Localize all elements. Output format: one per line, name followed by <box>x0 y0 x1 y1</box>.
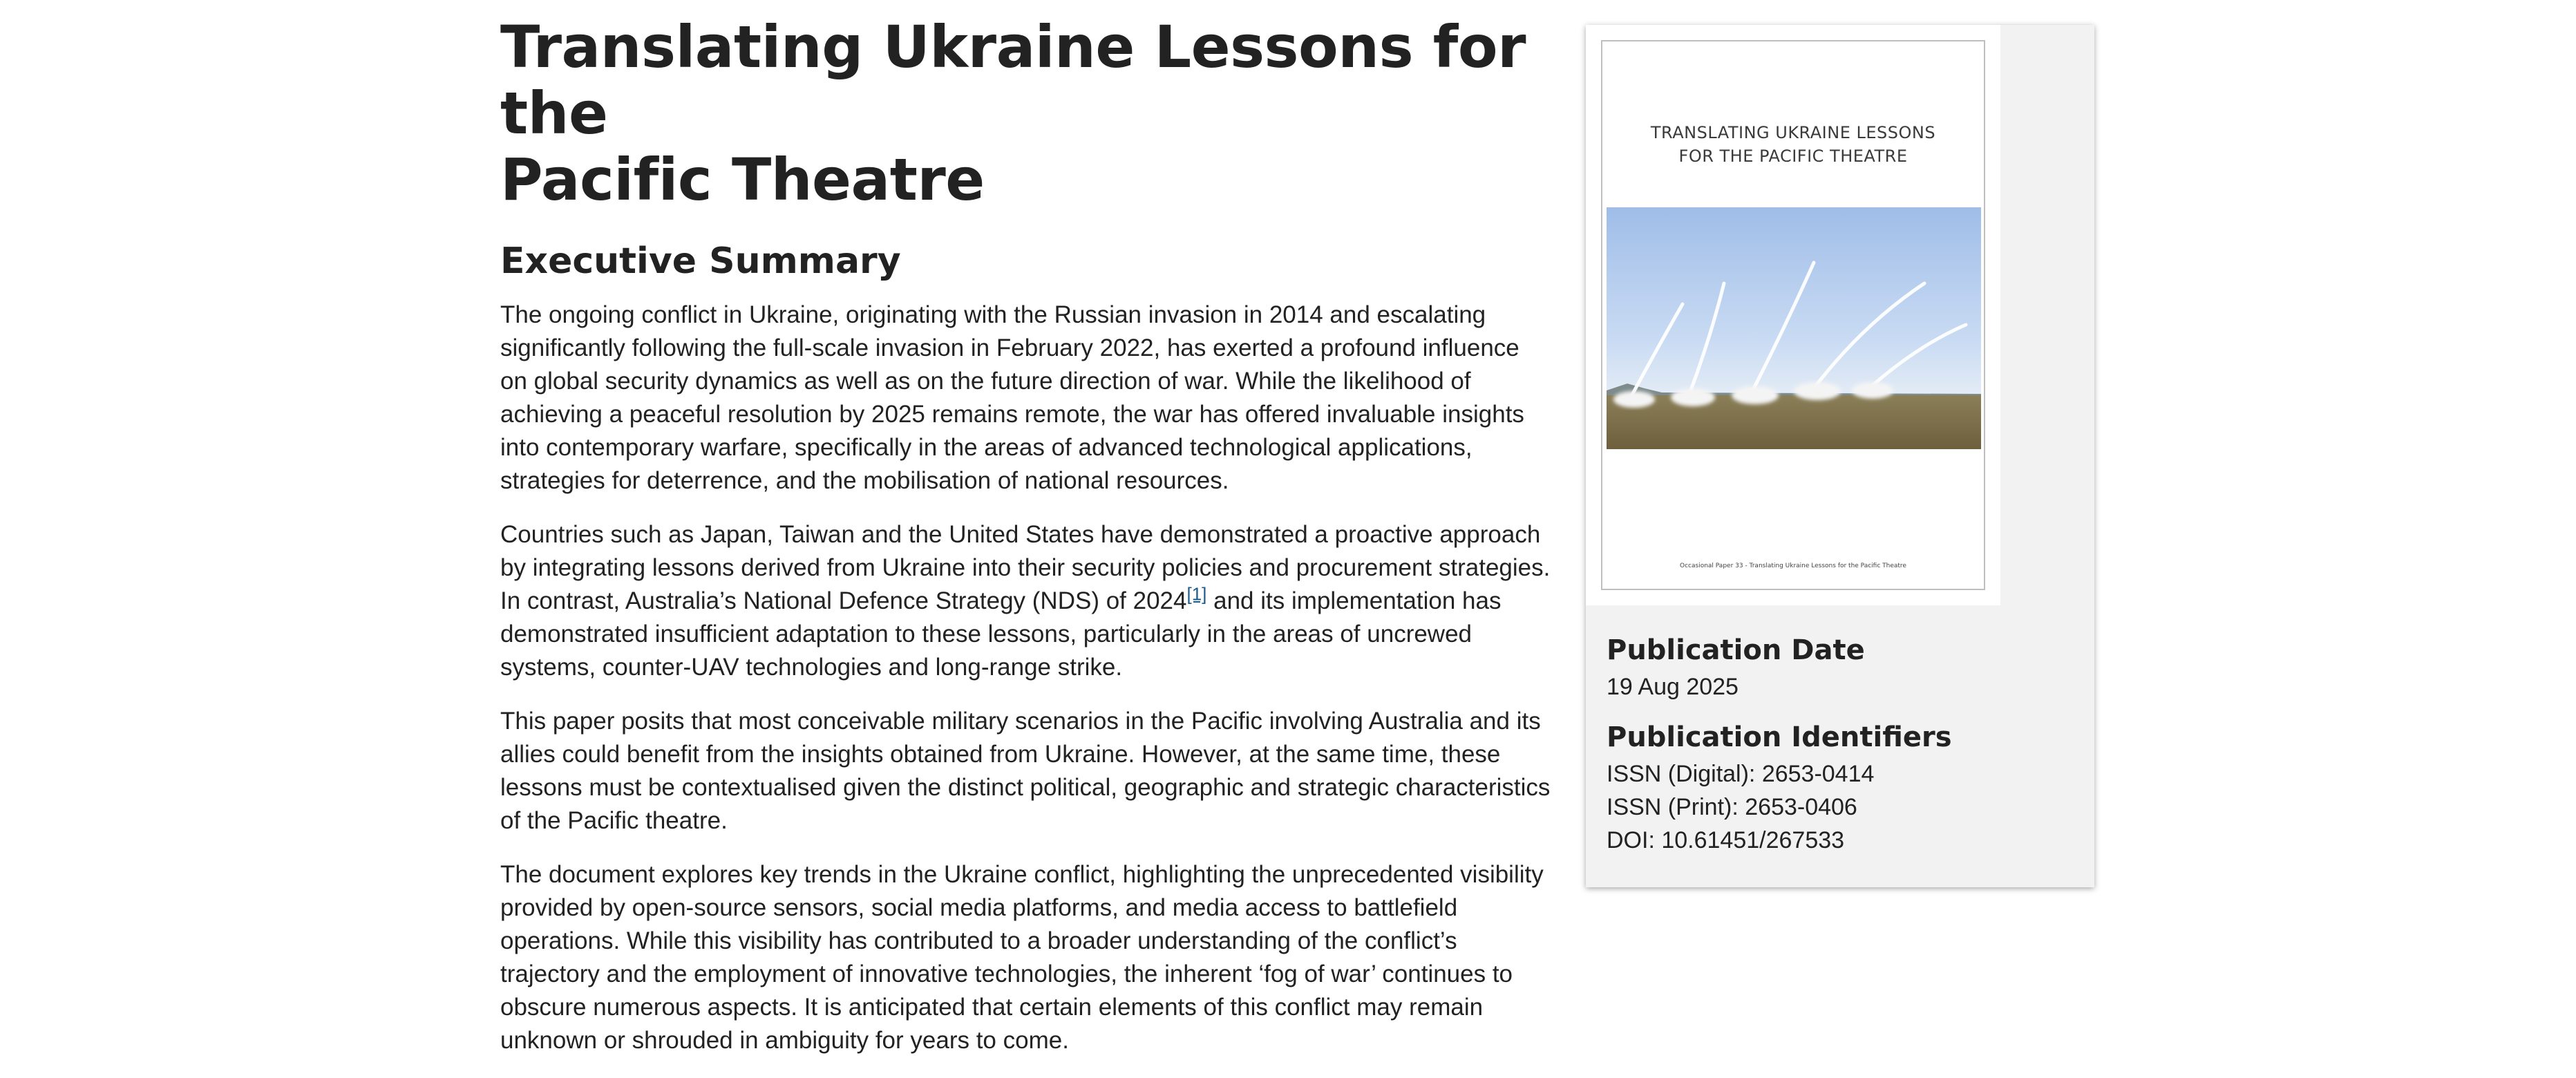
summary-paragraph-2 <box>500 518 1551 684</box>
page-title <box>500 14 1551 213</box>
cover-card[interactable] <box>1586 25 2000 605</box>
doi-value: DOI: 10.61451/267533 <box>1607 827 1845 853</box>
cover-footer-text: Occasional Paper 33 - Translating Ukraine Lessons for the Pacific Theatre <box>1680 562 1906 569</box>
cover-title-line-1: TRANSLATING UKRAINE LESSONS <box>1650 123 1936 142</box>
footnote-1-link[interactable]: [1] <box>1186 583 1207 605</box>
publication-identifiers-label: Publication Identifiers <box>1607 721 1952 753</box>
publication-date-label: Publication Date <box>1607 634 1865 666</box>
article-main <box>500 14 1551 1078</box>
cover-photo-missile-launch <box>1607 207 1981 449</box>
executive-summary-heading: Executive Summary <box>500 240 901 282</box>
page-title-line-1: Translating Ukraine Lessons for the <box>500 13 1526 147</box>
summary-paragraph-2-text-a: Countries such as Japan, Taiwan and the United States have demonstrated a proactive approach by integrating lessons derived from Ukraine into their security policies and procurement strategies. In contrast, Australia’s National Defence Strategy (NDS) of 2024 <box>500 521 1551 614</box>
cover-title <box>1602 121 1984 168</box>
cover-title-line-2: FOR THE PACIFIC THEATRE <box>1678 146 1908 166</box>
summary-paragraph-3: This paper posits that most conceivable military scenarios in the Pacific involving Australia and its allies could benefit from the insights obtained from Ukraine. However, at the same time, these lessons must be contextualised given the distinct political, geographic and strategic characteristics of the Pacific theatre. <box>500 708 1551 834</box>
summary-paragraph-4: The document explores key trends in the Ukraine conflict, highlighting the unprecedented visibility provided by open-source sensors, social media platforms, and media access to battlefield operations. While this visibility has contributed to a broader understanding of the conflict’s trajectory and the employment of innovative technologies, the inherent ‘fog of war’ continues to obscure numerous aspects. It is anticipated that certain elements of this conflict may remain unknown or shrouded in ambiguity for years to come. <box>500 861 1544 1054</box>
issn-print: ISSN (Print): 2653-0406 <box>1607 794 1857 820</box>
summary-paragraph-2-text-b: and its implementation has demonstrated insufficient adaptation to these lessons, particularly in the areas of uncrewed systems, counter-UAV technologies and long-range strike. <box>500 587 1502 681</box>
publication-sidebar <box>1586 25 2094 887</box>
publication-cover-image[interactable] <box>1601 40 1985 590</box>
summary-paragraph-1: The ongoing conflict in Ukraine, originating with the Russian invasion in 2014 and escalating significantly following the full-scale invasion in February 2022, has exerted a profound influence on global security dynamics as well as on the future direction of war. While the likelihood of achieving a peaceful resolution by 2025 remains remote, the war has offered invaluable insights into contemporary warfare, specifically in the areas of advanced technological applications, strategies for deterrence, and the mobilisation of national resources. <box>500 301 1524 494</box>
issn-digital: ISSN (Digital): 2653-0414 <box>1607 761 1875 787</box>
page-title-line-2: Pacific Theatre <box>500 146 985 214</box>
publication-date-value: 19 Aug 2025 <box>1607 674 1739 700</box>
